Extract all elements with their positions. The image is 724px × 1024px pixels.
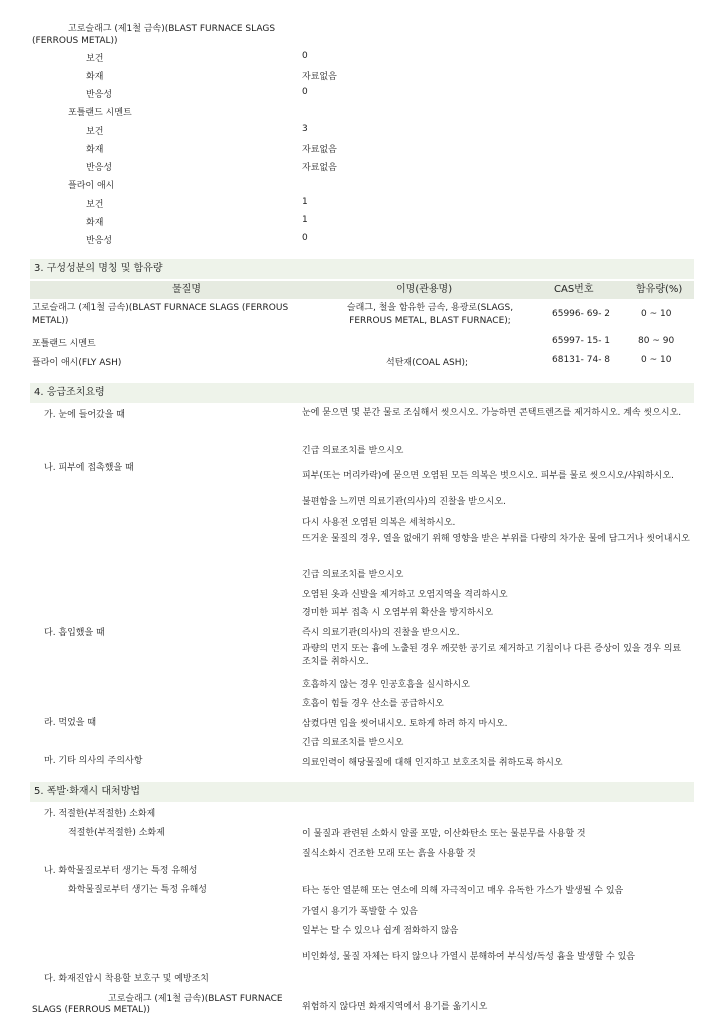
list-item: 이 물질과 관련된 소화시 알콜 포말, 이산화탄소 또는 물분무를 사용할 것: [302, 829, 586, 839]
extinguishing-media-label: 가. 적절한(부적절한) 소화제: [44, 809, 156, 819]
list-item: 위험하지 않다면 화재지역에서 용기를 옮기시오: [302, 1002, 488, 1012]
col-header-cas: CAS번호: [554, 284, 594, 295]
list-item: 가열시 용기가 폭발할 수 있음: [302, 907, 418, 917]
list-item: 경미한 피부 접촉 시 오염부위 확산을 방지하시오: [302, 608, 494, 618]
list-item: 삼켰다면 입을 씻어내시오. 토하게 하려 하지 마시오.: [302, 719, 508, 729]
row-alias: 석탄재(COAL ASH);: [386, 358, 469, 368]
list-item: 즉시 의료기관(의사)의 진찰을 받으시오.: [302, 628, 460, 638]
slag-health-label: 보건: [86, 54, 104, 64]
cement-fire-label: 화재: [86, 145, 104, 155]
slag-reactivity-label: 반응성: [86, 90, 113, 100]
protect-sub-line2: SLAGS (FERROUS METAL)): [32, 1005, 151, 1015]
cement-health-label: 보건: [86, 127, 104, 137]
cement-reactivity-value: 자료없음: [302, 163, 337, 173]
list-item: 질식소화시 건조한 모래 또는 흙을 사용할 것: [302, 849, 476, 859]
list-item: 호흡하지 않는 경우 인공호흡을 실시하시오: [302, 680, 470, 690]
row-cas: 65997- 15- 1: [552, 336, 611, 346]
cement-reactivity-label: 반응성: [86, 163, 113, 173]
ingestion-label: 라. 먹었을 때: [44, 718, 97, 728]
list-item: 비인화성, 물질 자체는 타지 않으나 가열시 분해하여 부식성/독성 흄을 발생할 수 있음: [302, 952, 635, 962]
row-amount: 0 ~ 10: [641, 309, 672, 319]
inhalation-label: 다. 흡입했을 때: [44, 628, 105, 638]
list-item: 긴급 의료조치를 받으시오: [302, 570, 404, 580]
list-item: 과량의 먼지 또는 흄에 노출된 경우 깨끗한 공기로 제거하고 기침이나 다른 증상이 있을 경우 의료 조치를 취하시오.: [302, 644, 682, 667]
extinguishing-media-sublabel: 적절한(부적절한) 소화제: [68, 828, 165, 838]
specific-hazards-label: 나. 화학물질로부터 생기는 특정 유해성: [44, 866, 198, 876]
list-item: 불편함을 느끼면 의료기관(의사)의 진찰을 받으시오.: [302, 497, 506, 507]
row-name: 플라이 애시(FLY ASH): [32, 358, 122, 368]
ash-reactivity-label: 반응성: [86, 236, 113, 246]
col-header-name: 물질명: [172, 284, 201, 295]
cement-health-value: 3: [302, 124, 308, 134]
skin-contact-label: 나. 피부에 접촉했을 때: [44, 463, 134, 473]
ash-health-value: 1: [302, 197, 308, 207]
slag-name-line2: (FERROUS METAL)): [32, 36, 118, 46]
composition-table-header: [30, 281, 694, 299]
list-item: 오염된 옷과 신발을 제거하고 오염지역을 격리하시오: [302, 590, 508, 600]
slag-fire-value: 자료없음: [302, 72, 337, 82]
section4-title: 4. 응급조치요령: [30, 383, 694, 403]
list-item: 의료인력이 해당물질에 대해 인지하고 보호조치를 취하도록 하시오: [302, 758, 563, 768]
list-item: 긴급 의료조치를 받으시오: [302, 446, 404, 456]
ash-fire-value: 1: [302, 215, 308, 225]
specific-hazards-sublabel: 화학물질로부터 생기는 특정 유해성: [68, 885, 207, 895]
row-amount: 0 ~ 10: [641, 355, 672, 365]
col-header-amount: 함유량(%): [636, 284, 683, 295]
ash-name: 플라이 애시: [68, 181, 115, 191]
list-item: 일부는 탈 수 있으나 쉽게 점화하지 않음: [302, 926, 459, 936]
row-cas: 65996- 69- 2: [552, 309, 611, 319]
cement-fire-value: 자료없음: [302, 145, 337, 155]
list-item: 긴급 의료조치를 받으시오: [302, 738, 404, 748]
list-item: 뜨거운 물질의 경우, 열을 없애기 위해 영향을 받은 부위를 다량의 차가운 물에 담그거나 씻어내시오: [302, 534, 690, 544]
slag-health-value: 0: [302, 51, 308, 61]
row-name: 고로슬래그 (제1철 금속)(BLAST FURNACE SLAGS (FERROUS METAL)): [32, 303, 289, 326]
section3-title: 3. 구성성분의 명칭 및 함유량: [30, 259, 694, 279]
row-amount: 80 ~ 90: [638, 336, 675, 346]
list-item: 피부(또는 머리카락)에 묻으면 오염된 모든 의복은 벗으시오. 피부를 물로 씻으시오/샤워하시오.: [302, 471, 674, 481]
list-item: 다시 사용전 오염된 의복은 세척하시오.: [302, 518, 456, 528]
row-alias: 슬래그, 철을 함유한 금속, 용광로(SLAGS, FERROUS METAL, BLAST FURNACE);: [346, 303, 514, 326]
cement-name: 포틀랜드 시멘트: [68, 108, 132, 118]
firefighter-protection-label: 다. 화재진압시 착용할 보호구 및 예방조치: [44, 974, 209, 984]
ash-fire-label: 화재: [86, 218, 104, 228]
physician-notes-label: 마. 기타 의사의 주의사항: [44, 756, 143, 766]
section5-title: 5. 폭발·화재시 대처방법: [30, 782, 694, 802]
row-cas: 68131- 74- 8: [552, 355, 611, 365]
protect-sub-line1: 고로슬래그 (제1철 금속)(BLAST FURNACE: [108, 994, 283, 1004]
slag-name-line1: 고로슬래그 (제1철 금속)(BLAST FURNACE SLAGS: [68, 24, 276, 34]
ash-health-label: 보건: [86, 200, 104, 210]
list-item: 타는 동안 열분해 또는 연소에 의해 자극적이고 매우 유독한 가스가 발생될 수 있음: [302, 886, 624, 896]
slag-fire-label: 화재: [86, 72, 104, 82]
eye-contact-label: 가. 눈에 들어갔을 때: [44, 410, 125, 420]
row-name: 포틀랜드 시멘트: [32, 339, 96, 349]
col-header-alias: 이명(관용명): [396, 284, 453, 295]
list-item: 눈에 묻으면 몇 분간 물로 조심해서 씻으시오. 가능하면 콘택트렌즈를 제거하시오. 계속 씻으시오.: [302, 408, 682, 418]
slag-reactivity-value: 0: [302, 87, 308, 97]
list-item: 호흡이 힘들 경우 산소를 공급하시오: [302, 699, 444, 709]
ash-reactivity-value: 0: [302, 233, 308, 243]
